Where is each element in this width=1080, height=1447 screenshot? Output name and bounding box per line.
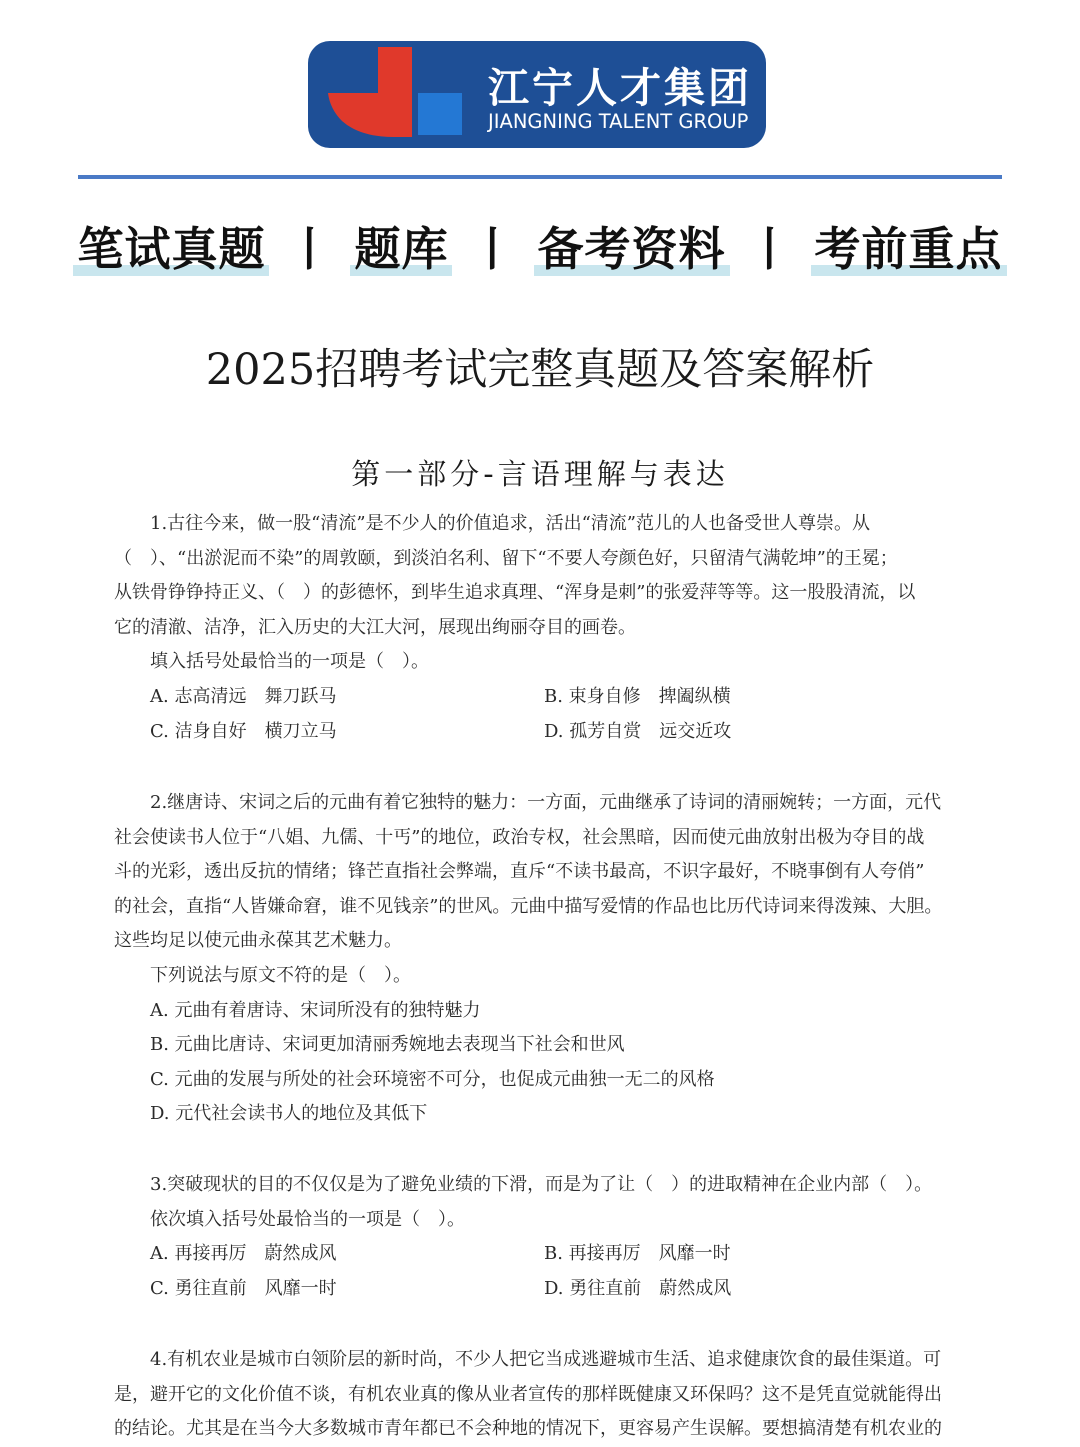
question-text-line: 社会使读书人位于“八娼、九儒、十丐”的地位，政治专权，社会黑暗，因而使元曲放射出极为夺目的战 bbox=[114, 826, 925, 848]
banner-item: 题库 bbox=[350, 222, 452, 276]
topic-banner bbox=[0, 213, 1080, 279]
header-divider bbox=[78, 175, 1002, 179]
page-title: 2025招聘考试完整真题及答案解析 bbox=[205, 345, 875, 395]
question-text-line: 的结论。尤其是在当今大多数城市青年都已不会种地的情况下，更容易产生误解。要想搞清楚有机农业的 bbox=[114, 1418, 942, 1440]
question-1 bbox=[114, 507, 966, 749]
option-b: B. 再接再厉 风靡一时 bbox=[544, 1243, 731, 1265]
question-text-line: 1.古往今来，做一股“清流”是不少人的价值追求，活出“清流”范儿的人也备受世人尊崇。从 bbox=[150, 513, 870, 534]
question-prompt: 填入括号处最恰当的一项是（ ）。 bbox=[150, 651, 429, 673]
company-logo bbox=[308, 41, 766, 148]
question-3 bbox=[114, 1168, 966, 1306]
question-text-line: 4.有机农业是城市白领阶层的新时尚，不少人把它当成逃避城市生活、追求健康饮食的最佳渠道。可 bbox=[150, 1349, 942, 1370]
option-a: A. 再接再厉 蔚然成风 bbox=[150, 1243, 337, 1265]
logo-blue-square bbox=[418, 93, 462, 135]
question-prompt: 依次填入括号处最恰当的一项是（ ）。 bbox=[150, 1208, 465, 1230]
logo-red-j-shape bbox=[328, 47, 412, 137]
question-text-line: 它的清澈、洁净，汇入历史的大江大河，展现出绚丽夺目的画卷。 bbox=[114, 616, 636, 638]
option-c: C. 元曲的发展与所处的社会环境密不可分，也促成元曲独一无二的风格 bbox=[150, 1068, 715, 1090]
option-row bbox=[114, 1237, 966, 1272]
section-heading: 第一部分-言语理解与表达 bbox=[351, 457, 729, 491]
question-prompt: 下列说法与原文不符的是（ ）。 bbox=[150, 964, 411, 986]
question-text-line: 是，避开它的文化价值不谈，有机农业真的像从业者宣传的那样既健康又环保吗？这不是凭直觉就能得出 bbox=[114, 1383, 942, 1405]
option-row bbox=[114, 680, 966, 715]
banner-item: 备考资料 bbox=[534, 222, 730, 276]
banner-separator: 丨 bbox=[286, 222, 334, 276]
logo-mark-icon bbox=[308, 41, 488, 148]
option-d: D. 孤芳自赏 远交近攻 bbox=[544, 720, 732, 742]
option-row bbox=[114, 715, 966, 750]
question-text-line: 的社会，直指“人皆嫌命窘，谁不见钱亲”的世风。元曲中描写爱情的作品也比历代诗词来得泼辣、大胆。 bbox=[114, 895, 943, 917]
option-d: D. 元代社会读书人的地位及其低下 bbox=[150, 1103, 428, 1125]
question-text-line: （ ）、“出淤泥而不染”的周敦颐，到淡泊名利、留下“不要人夸颜色好，只留清气满乾坤”的王冕； bbox=[114, 547, 898, 569]
question-4 bbox=[114, 1343, 966, 1447]
banner-separator: 丨 bbox=[746, 222, 794, 276]
banner-item: 考前重点 bbox=[811, 222, 1007, 276]
question-text-line: 2.继唐诗、宋词之后的元曲有着它独特的魅力：一方面，元曲继承了诗词的清丽婉转；一方面，元代 bbox=[150, 792, 942, 813]
option-b: B. 元曲比唐诗、宋词更加清丽秀婉地去表现当下社会和世风 bbox=[150, 1034, 625, 1056]
question-text-line: 从铁骨铮铮持正义、（ ）的彭德怀，到毕生追求真理、“浑身是刺”的张爱萍等等。这一股股清流，以 bbox=[114, 582, 916, 604]
logo-chinese-name: 江宁人才集团 bbox=[488, 64, 752, 112]
option-d: D. 勇往直前 蔚然成风 bbox=[544, 1277, 732, 1299]
option-c: C. 勇往直前 风靡一时 bbox=[150, 1277, 337, 1299]
question-2 bbox=[114, 786, 966, 1132]
question-text-line: 斗的光彩，透出反抗的情绪；锋芒直指社会弊端，直斥“不读书最高，不识字最好，不晓事倒有人夸俏” bbox=[114, 861, 925, 883]
option-row bbox=[114, 1272, 966, 1307]
option-b: B. 束身自修 捭阖纵横 bbox=[544, 685, 731, 707]
question-text-line: 3.突破现状的目的不仅仅是为了避免业绩的下滑，而是为了让（ ）的进取精神在企业内部（ ）。 bbox=[150, 1174, 933, 1195]
banner-item: 笔试真题 bbox=[73, 222, 269, 276]
option-c: C. 洁身自好 横刀立马 bbox=[150, 720, 337, 742]
question-text-line: 这些均足以使元曲永葆其艺术魅力。 bbox=[114, 930, 402, 952]
logo-english-name: JIANGNING TALENT GROUP bbox=[488, 110, 749, 133]
option-a: A. 元曲有着唐诗、宋词所没有的独特魅力 bbox=[150, 999, 481, 1021]
banner-separator: 丨 bbox=[469, 222, 517, 276]
option-a: A. 志高清远 舞刀跃马 bbox=[150, 685, 337, 707]
